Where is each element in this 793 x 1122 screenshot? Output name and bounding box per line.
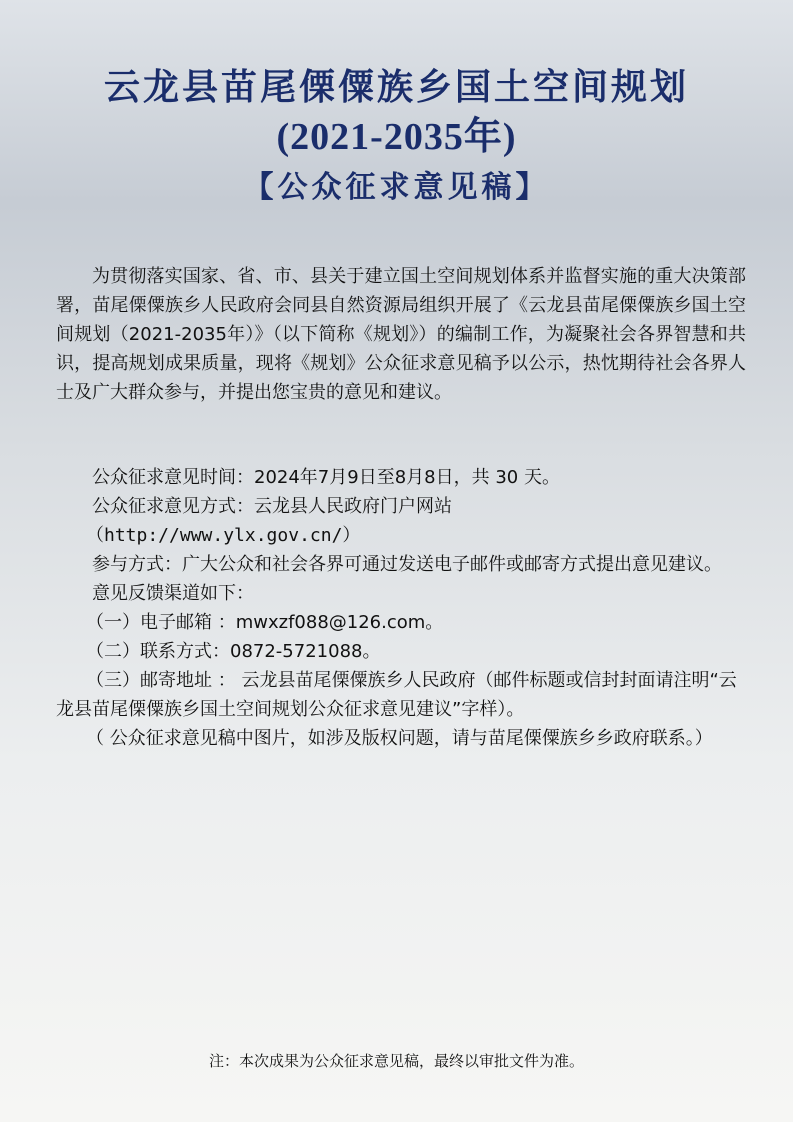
feedback-email: （一）电子邮箱 ：mwxzf088@126.com。 <box>86 612 444 633</box>
website-link[interactable]: （http://www.ylx.gov.cn/） <box>86 525 361 546</box>
consultation-method: 公众征求意见方式：云龙县人民政府门户网站 <box>92 496 452 517</box>
document-title-years: (2021-2035年) <box>276 116 517 158</box>
copyright-note: （ 公众征求意见稿中图片，如涉及版权问题，请与苗尾傈僳族乡乡政府联系。） <box>86 728 713 749</box>
participation-method: 参与方式：广大公众和社会各界可通过发送电子邮件或邮寄方式提出意见建议。 <box>92 554 722 575</box>
document-title: 云龙县苗尾傈僳族乡国土空间规划 <box>103 66 689 108</box>
document-subtitle: 【公众征求意见稿】 <box>243 170 550 205</box>
document-body <box>56 262 746 753</box>
feedback-channels-heading: 意见反馈渠道如下： <box>92 583 254 604</box>
footnote: 注：本次成果为公众征求意见稿，最终以审批文件为准。 <box>208 1052 584 1070</box>
intro-paragraph: 为贯彻落实国家、省、市、县关于建立国土空间规划体系并监督实施的重大决策部署，苗尾傈僳族乡人民政府会同县自然资源局组织开展了《云龙县苗尾傈僳族乡国土空间规划（2021-2035年）》（以下简称《规划》）的编制工作，为凝聚社会各界智慧和共识，提高规划成果质量，现将《规划》公众征求意见稿予以公示，热忱期待社会各界人士及广大群众参与，并提出您宝贵的意见和建议。 <box>56 266 746 403</box>
title-block <box>0 62 793 212</box>
consultation-period: 公众征求意见时间：2024年7月9日至8月8日，共 30 天。 <box>92 467 560 488</box>
consultation-info <box>56 463 746 753</box>
feedback-mail-address: （三）邮寄地址 ： 云龙县苗尾傈僳族乡人民政府（邮件标题或信封封面请注明“云龙县苗尾傈僳族乡国土空间规划公众征求意见建议”字样）。 <box>56 670 737 720</box>
feedback-phone: （二）联系方式：0872-5721088。 <box>86 641 381 662</box>
